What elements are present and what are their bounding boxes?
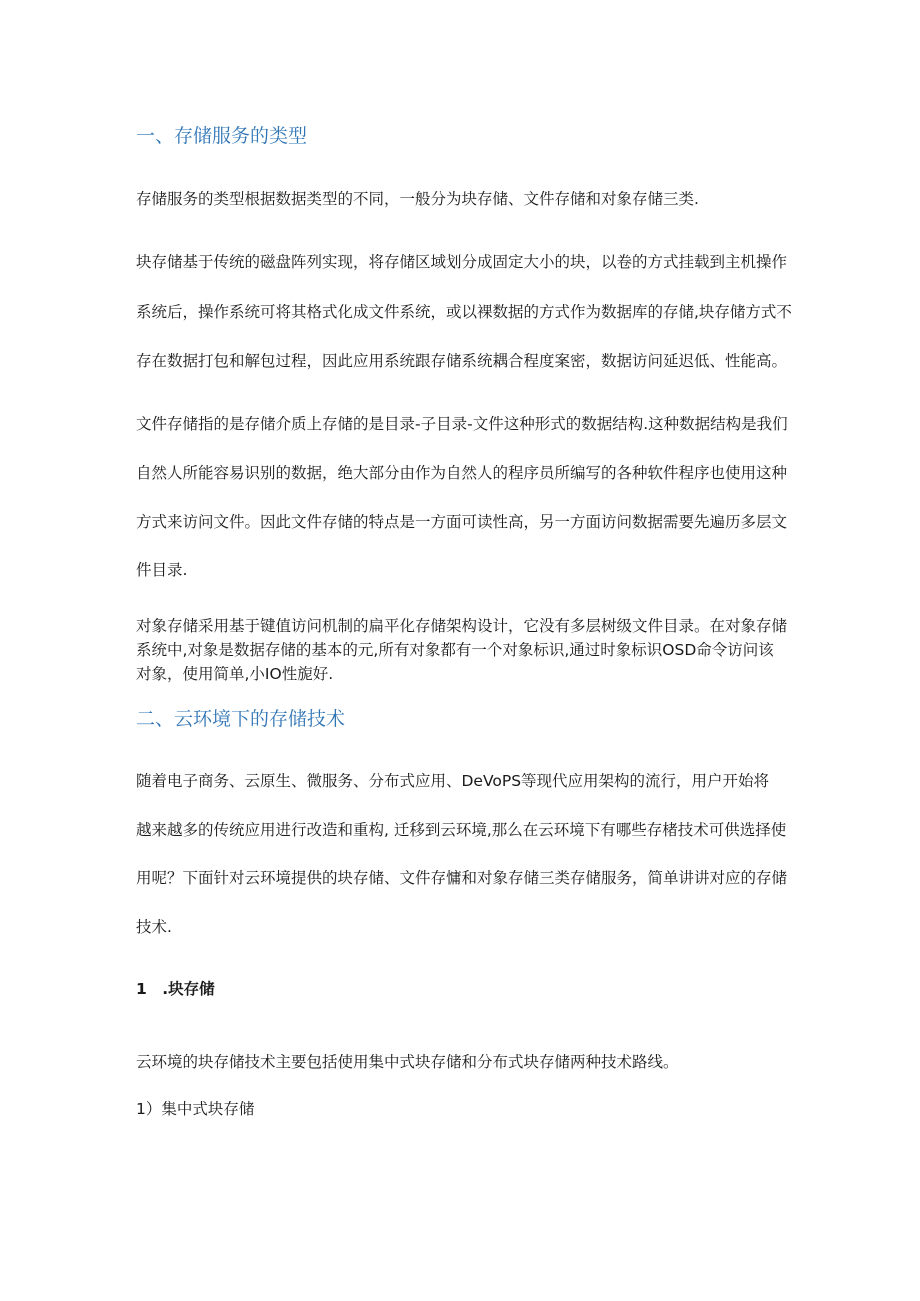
section-heading-storage-types: 一、存储服务的类型 xyxy=(136,125,308,147)
block-storage-line-2: 系统后，操作系统可将其格式化成文件系统，或以裸数据的方式作为数据库的存储,块存储方式不 xyxy=(136,303,792,321)
cloud-storage-line-2: 越来越多的传统应用进行改造和重构, 迁移到云环境,那么在云环境下有哪些存楮技术可供选择使 xyxy=(136,821,787,839)
file-storage-line-4: 件目录. xyxy=(136,561,188,579)
cloud-storage-line-3: 用呢？下面针对云环境提供的块存储、文件存慵和对象存储三类存储服务，简单讲讲对应的存储 xyxy=(136,869,788,887)
list-item-centralized-block-storage: 1）集中式块存储 xyxy=(136,1100,255,1118)
block-storage-line-1: 块存储基于传统的磁盘阵列实现，将存储区域划分成固定大小的块，以卷的方式挂载到主机操作 xyxy=(136,253,788,271)
file-storage-line-3: 方式来访问文件。因此文件存储的特点是一方面可读性高，另一方面访问数据需要先遍历多层文 xyxy=(136,513,788,531)
block-storage-summary: 云环境的块存储技术主要包括使用集中式块存储和分布式块存储两种技术路线。 xyxy=(136,1053,679,1071)
block-storage-line-3: 存在数据打包和解包过程，因此应用系统跟存储系统耦合程度案密，数据访问延迟低、性能高。 xyxy=(136,352,788,370)
object-storage-line-3: 对象，使用简单,小IO性旎好. xyxy=(136,665,334,683)
paragraph-intro: 存储服务的类型根据数据类型的不同，一般分为块存储、文件存储和对象存储三类. xyxy=(136,190,699,208)
cloud-storage-line-4: 技术. xyxy=(136,918,172,936)
section-heading-cloud-storage: 二、云环境下的存储技术 xyxy=(136,708,346,730)
cloud-storage-line-1: 随着电子商务、云原生、微服务、分布式应用、DeVoPS等现代应用架构的流行，用户开始将 xyxy=(136,772,770,790)
object-storage-line-1: 对象存储采用基于键值访问机制的扁平化存储架构设计，它没有多层树级文件目录。在对象存储 xyxy=(136,617,788,635)
file-storage-line-1: 文件存储指的是存储介质上存储的是目录-子目录-文件这种形式的数据结构.这种数据结构是我们 xyxy=(136,415,788,433)
object-storage-line-2: 系统中,对象是数据存储的基本的元,所有对象都有一个对象标识,通过时象标识OSD命令访问该 xyxy=(136,641,774,659)
subheading-block-storage: 1 .块存储 xyxy=(136,980,215,998)
file-storage-line-2: 自然人所能容易识别的数据，绝大部分由作为自然人的程序员所编写的各种软件程序也使用这种 xyxy=(136,464,788,482)
